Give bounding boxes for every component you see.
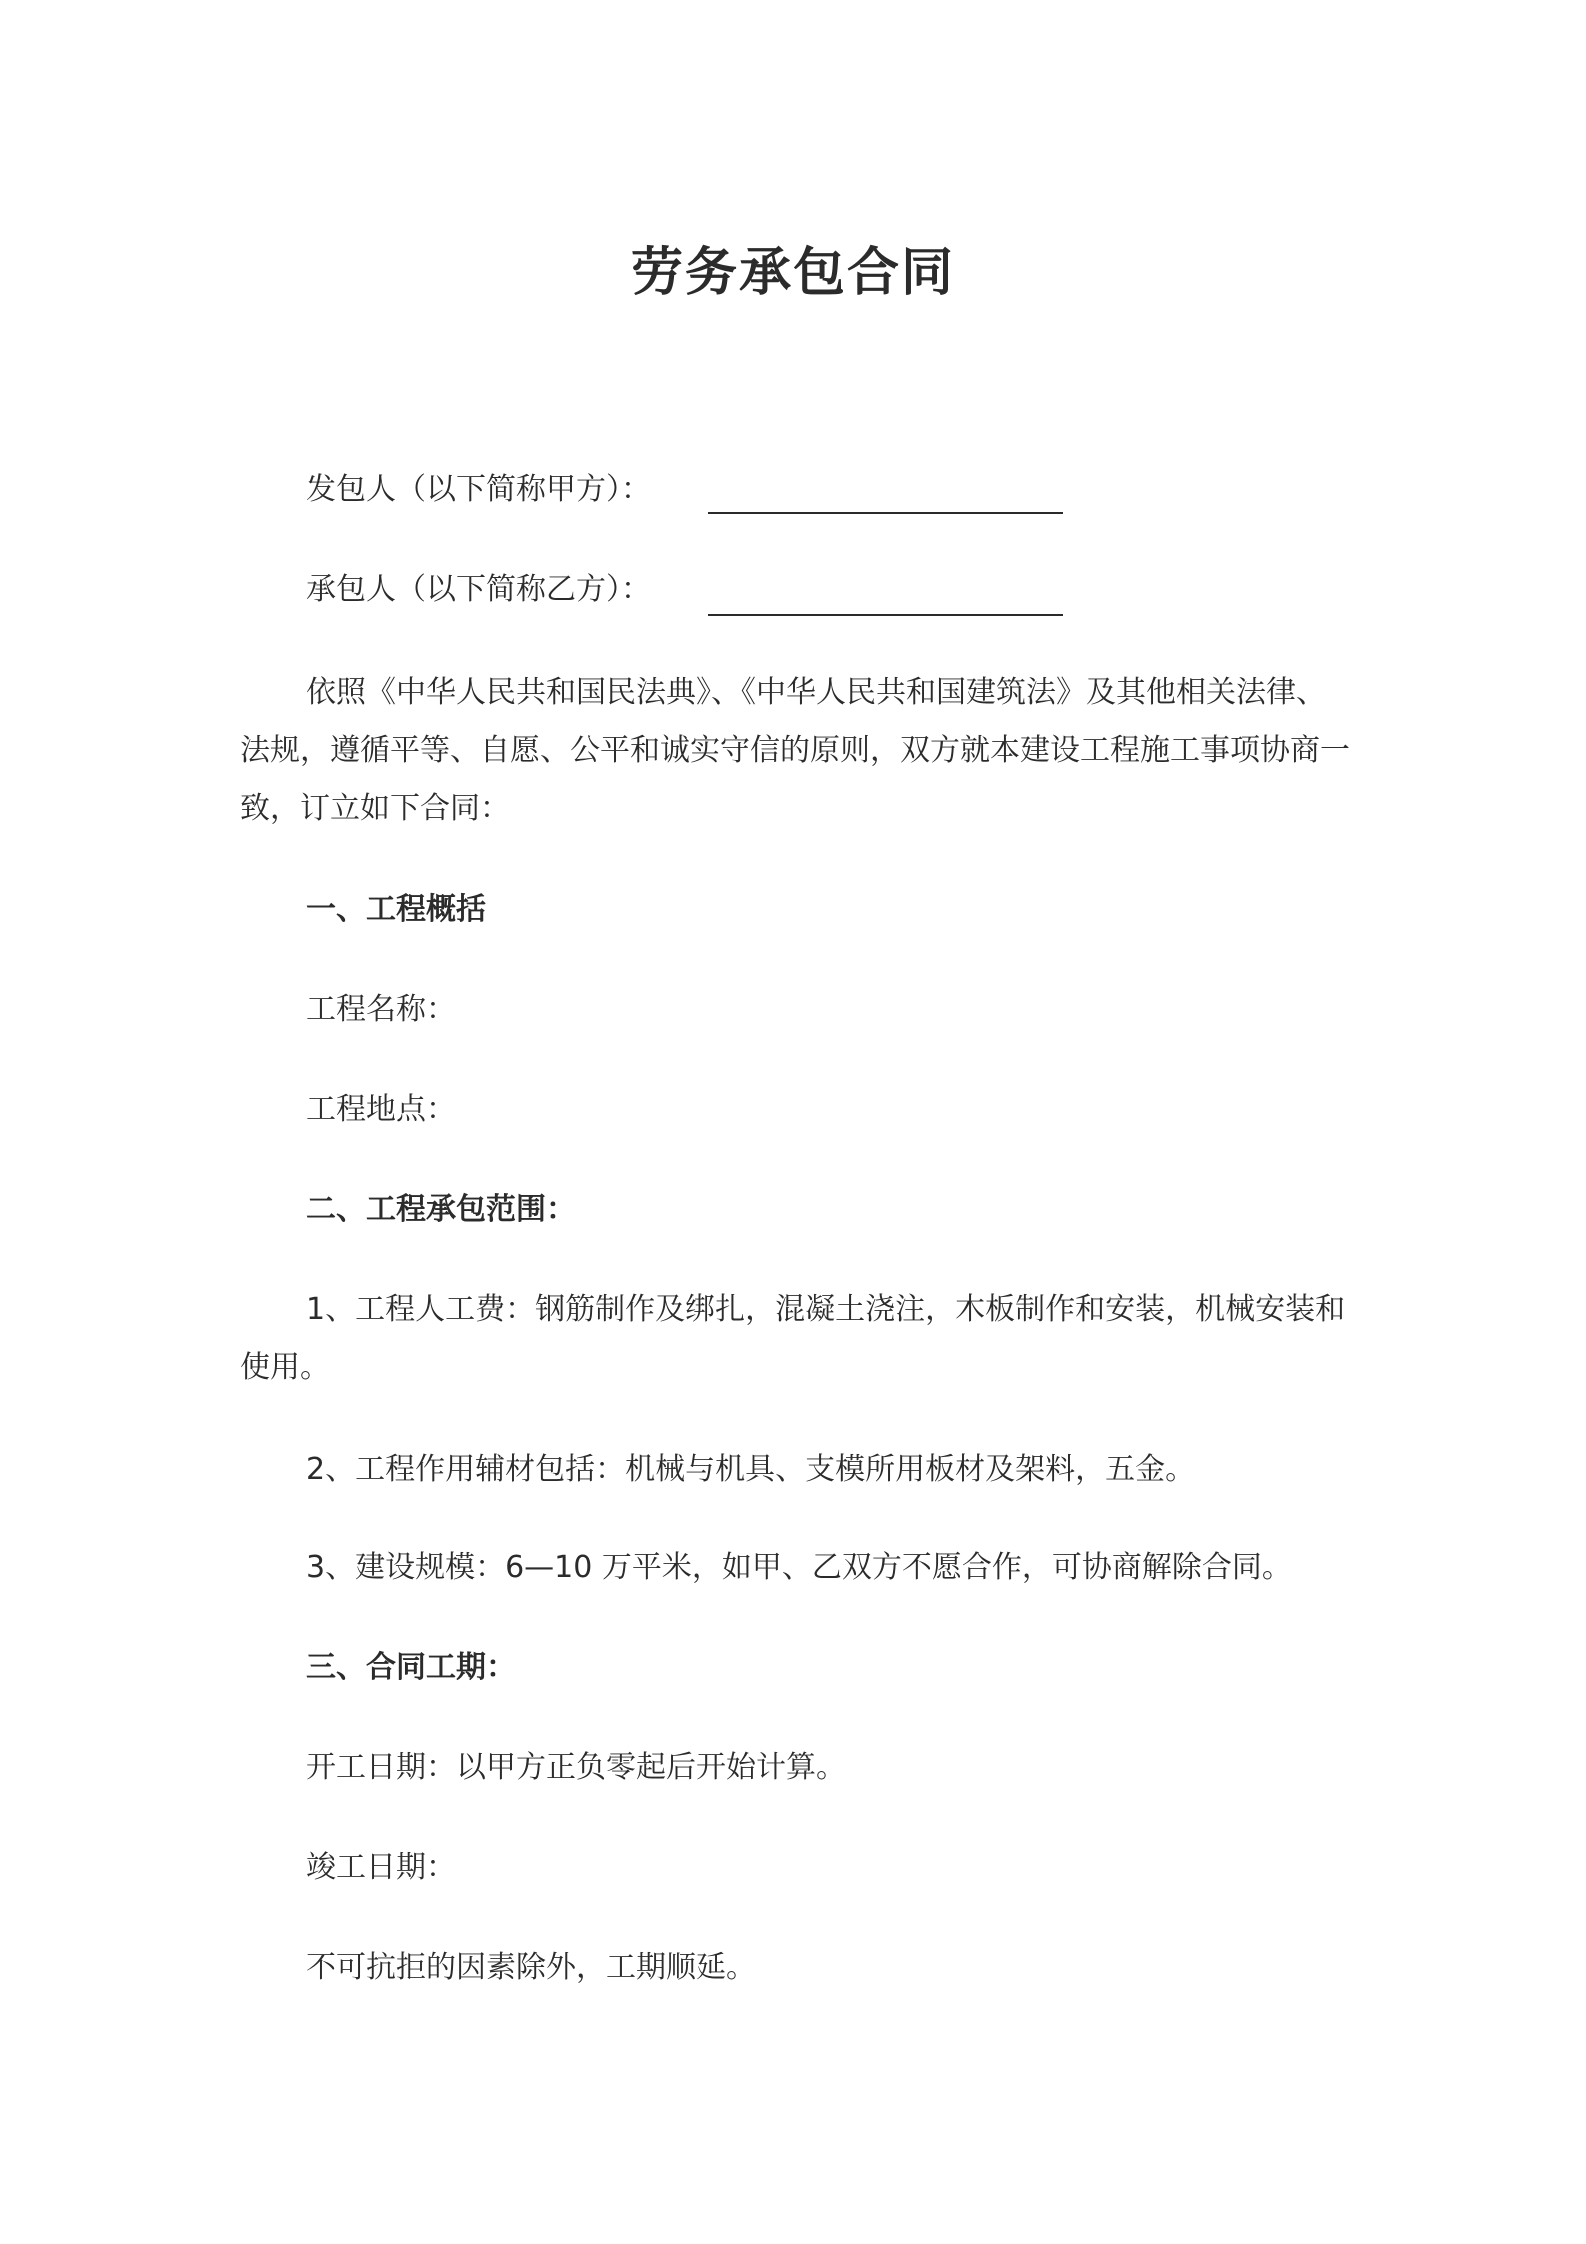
party-a-blank-line: [708, 512, 1063, 514]
section1-heading: 一、工程概括: [306, 892, 486, 927]
party-b-blank-line: [708, 614, 1063, 616]
section2-heading: 二、工程承包范围：: [306, 1192, 576, 1227]
end-date-line: 竣工日期：: [306, 1850, 456, 1885]
party-a-label: 发包人（以下简称甲方）：: [306, 472, 651, 507]
force-majeure-line: 不可抗拒的因素除外，工期顺延。: [306, 1950, 756, 1985]
scope-item-3: 3、建设规模：6—10 万平米，如甲、乙双方不愿合作，可协商解除合同。: [306, 1550, 1292, 1585]
project-name-label: 工程名称：: [306, 992, 456, 1027]
document-title: 劳务承包合同: [630, 243, 955, 303]
section3-heading: 三、合同工期：: [306, 1650, 516, 1685]
intro-paragraph: 依照《中华人民共和国民法典》、《中华人民共和国建筑法》及其他相关法律、法规，遵循平等、自愿、公平和诚实守信的原则，双方就本建设工程施工事项协商一致，订立如下合同：: [240, 675, 1350, 826]
party-b-label: 承包人（以下简称乙方）：: [306, 572, 651, 607]
scope-item-1: 1、工程人工费：钢筋制作及绑扎，混凝土浇注，木板制作和安装，机械安装和使用。: [240, 1292, 1346, 1385]
scope-item-2: 2、工程作用辅材包括：机械与机具、支模所用板材及架料，五金。: [306, 1452, 1196, 1487]
project-location-label: 工程地点：: [306, 1092, 456, 1127]
start-date-line: 开工日期：以甲方正负零起后开始计算。: [306, 1750, 846, 1785]
